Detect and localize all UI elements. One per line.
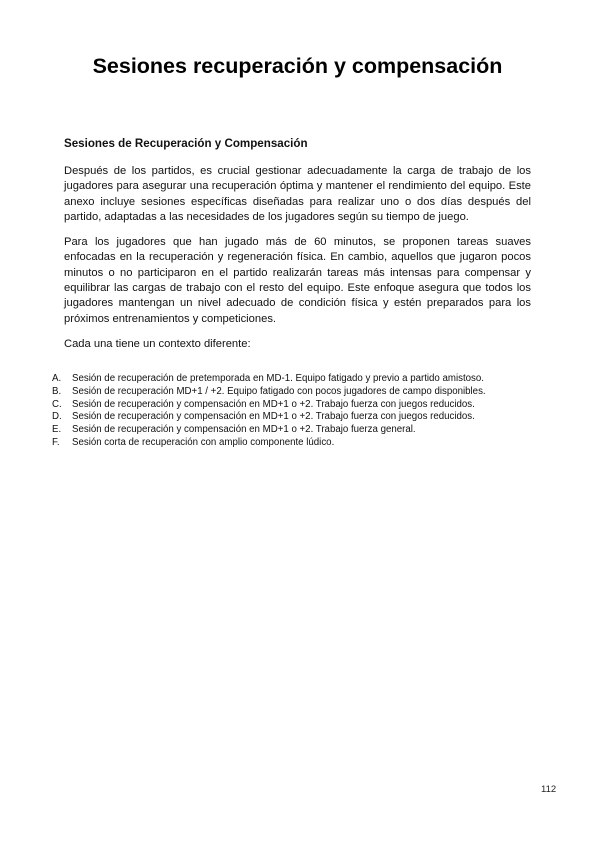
list-item bbox=[52, 373, 552, 386]
list-item bbox=[52, 411, 552, 424]
paragraph-intro: Después de los partidos, es crucial gestionar adecuadamente la carga de trabajo de los jugadores para asegurar una recuperación óptima y mantener el rendimiento del equipo. Este anexo incluye sesiones específicas diseñadas para realizar uno o dos días después del partido, adaptadas a las necesidades de los jugadores según su tiempo de juego. bbox=[64, 165, 531, 223]
paragraph-player-minutes: Para los jugadores que han jugado más de 60 minutos, se proponen tareas suaves enfocadas en la recuperación y regeneración física. En cambio, aquellos que jugaron pocos minutos o no participaron en el partido realizarán tareas más intensas para compensar y equilibrar las cargas de trabajo con el resto del equipo. Este enfoque asegura que todos los jugadores mantengan un nivel adecuado de condición física y estén preparados para los próximos entrenamientos y competiciones. bbox=[64, 236, 531, 325]
list-item-text: Sesión de recuperación y compensación en MD+1 o +2. Trabajo fuerza con juegos reducidos. bbox=[72, 411, 475, 423]
paragraph-context-lead: Cada una tiene un contexto diferente: bbox=[64, 337, 251, 350]
list-item bbox=[52, 386, 552, 399]
list-item-text: Sesión de recuperación y compensación en MD+1 o +2. Trabajo fuerza general. bbox=[72, 424, 416, 436]
list-item bbox=[52, 424, 552, 437]
list-item-letter: D. bbox=[52, 411, 62, 423]
list-item-letter: F. bbox=[52, 436, 60, 448]
list-item-letter: A. bbox=[52, 373, 62, 384]
list-item-text: Sesión de recuperación y compensación en MD+1 o +2. Trabajo fuerza con juegos reducidos. bbox=[72, 398, 475, 410]
section-heading: Sesiones de Recuperación y Compensación bbox=[64, 137, 308, 150]
list-item-letter: C. bbox=[52, 398, 62, 410]
list-item-text: Sesión corta de recuperación con amplio componente lúdico. bbox=[72, 436, 335, 448]
list-item-letter: B. bbox=[52, 385, 62, 397]
list-item bbox=[52, 399, 552, 412]
session-list bbox=[52, 373, 552, 450]
list-item-text: Sesión de recuperación de pretemporada en MD-1. Equipo fatigado y previo a partido amistoso. bbox=[72, 373, 484, 384]
list-item-letter: E. bbox=[52, 424, 62, 436]
page-number: 112 bbox=[541, 784, 557, 795]
list-item bbox=[52, 437, 552, 450]
page-title: Sesiones recuperación y compensación bbox=[92, 54, 503, 78]
section-body bbox=[64, 136, 531, 358]
list-item-text: Sesión de recuperación MD+1 / +2. Equipo fatigado con pocos jugadores de campo disponibles. bbox=[72, 385, 486, 397]
